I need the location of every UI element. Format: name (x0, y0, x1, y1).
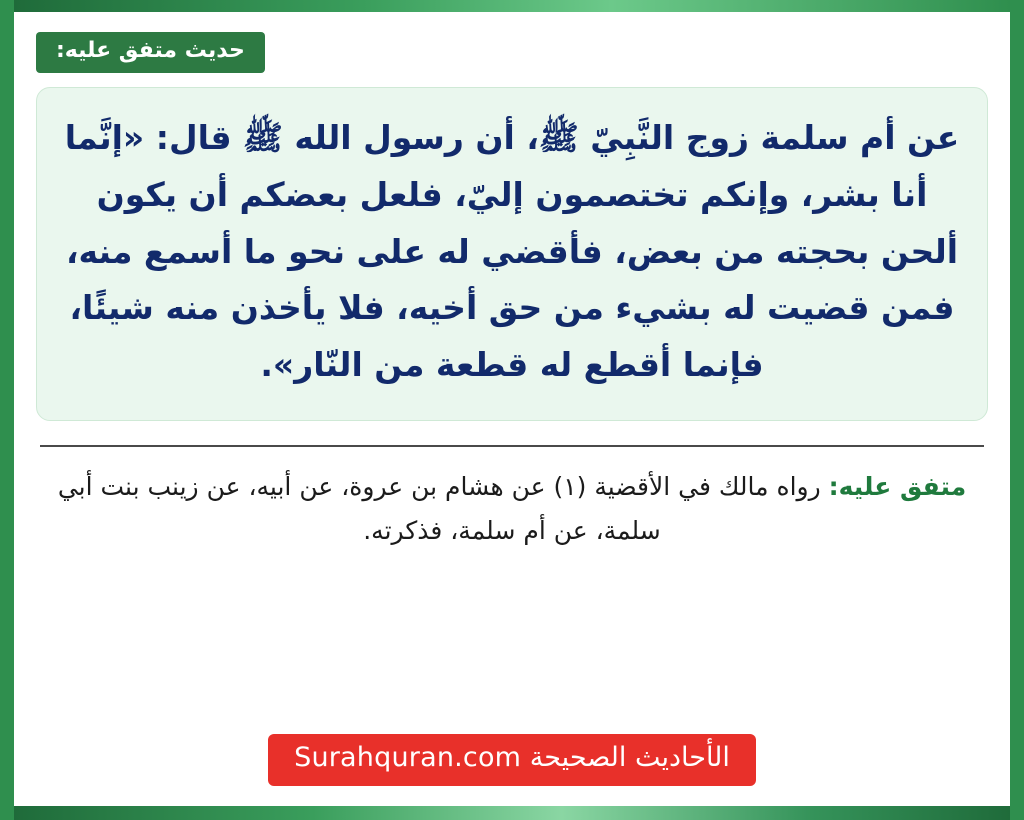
grade-label-row (36, 32, 988, 73)
site-badge[interactable]: الأحاديث الصحيحة Surahquran.com (268, 734, 756, 786)
footer-row (36, 734, 988, 786)
takhrij-text: رواه مالك في الأقضية (١) عن هشام بن عروة، عن أبيه، عن زينب بنت أبي سلمة، عن أم سلمة، فذكرته. (57, 471, 821, 545)
card-content (14, 0, 1010, 820)
takhrij-block (36, 465, 988, 553)
status-badge: حديث متفق عليه: (36, 32, 265, 73)
takhrij-grade: متفق عليه: (828, 471, 967, 501)
divider (40, 445, 984, 447)
hadith-box (36, 87, 988, 421)
hadith-text: عن أم سلمة زوج النَّبِيّ ﷺ، أن رسول الله ﷺ قال: «إنَّما أنا بشر، وإنكم تختصمون إليّ، فلعل بعضكم أن يكون ألحن بحجته من بعض، فأقضي له على نحو ما أسمع منه، فمن قضيت له بشيء من حق أخيه، فلا يأخذن منه شيئًا، فإنما أقطع له قطعة من النّار». (64, 118, 960, 385)
